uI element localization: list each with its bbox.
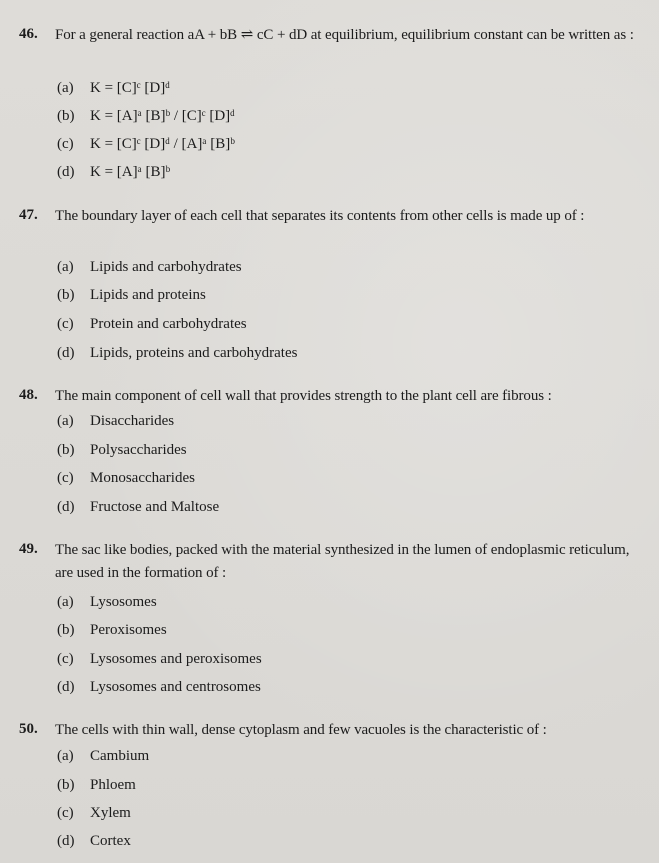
option-text: Protein and carbohydrates bbox=[90, 316, 247, 332]
option-label: (a) bbox=[57, 748, 74, 764]
option-46-d bbox=[57, 162, 170, 182]
option-text: Cortex bbox=[90, 833, 131, 849]
option-48-c bbox=[57, 468, 195, 488]
option-text: K = [A]ᵃ [B]ᵇ / [C]ᶜ [D]ᵈ bbox=[90, 108, 235, 124]
option-text: K = [A]ᵃ [B]ᵇ bbox=[90, 164, 171, 180]
option-text: Lysosomes and centrosomes bbox=[90, 679, 261, 695]
option-label: (b) bbox=[57, 777, 75, 793]
option-47-b bbox=[57, 285, 206, 305]
option-label: (a) bbox=[57, 259, 74, 275]
option-label: (a) bbox=[57, 80, 74, 96]
option-label: (c) bbox=[57, 651, 74, 667]
option-49-c bbox=[57, 649, 262, 669]
option-label: (b) bbox=[57, 287, 75, 303]
option-text: Lysosomes bbox=[90, 594, 157, 610]
question-text: For a general reaction aA + bB ⇌ cC + dD at equilibrium, equilibrium constant can be written as : bbox=[55, 27, 634, 43]
question-text: The main component of cell wall that provides strength to the plant cell are fibrous : bbox=[55, 388, 552, 404]
option-47-d bbox=[57, 343, 297, 363]
option-label: (d) bbox=[57, 164, 75, 180]
option-49-b bbox=[57, 620, 167, 640]
option-46-b bbox=[57, 106, 235, 126]
option-50-b bbox=[57, 775, 136, 795]
option-text: Monosaccharides bbox=[90, 470, 195, 486]
question-text: The sac like bodies, packed with the material synthesized in the lumen of endoplasmic reticulum, are used in the formation of : bbox=[55, 542, 630, 581]
option-text: Polysaccharides bbox=[90, 442, 187, 458]
question-text: The boundary layer of each cell that separates its contents from other cells is made up of : bbox=[55, 208, 585, 224]
option-label: (c) bbox=[57, 805, 74, 821]
option-text: Lipids and carbohydrates bbox=[90, 259, 242, 275]
option-text: K = [C]ᶜ [D]ᵈ / [A]ᵃ [B]ᵇ bbox=[90, 136, 235, 152]
option-text: Xylem bbox=[90, 805, 131, 821]
option-48-b bbox=[57, 440, 187, 460]
option-label: (c) bbox=[57, 470, 74, 486]
option-text: Peroxisomes bbox=[90, 622, 167, 638]
option-text: Lysosomes and peroxisomes bbox=[90, 651, 262, 667]
option-46-a bbox=[57, 78, 170, 98]
option-text: Phloem bbox=[90, 777, 136, 793]
question-number: 46. bbox=[19, 26, 38, 42]
option-text: Lipids and proteins bbox=[90, 287, 206, 303]
option-label: (b) bbox=[57, 622, 75, 638]
option-label: (a) bbox=[57, 594, 74, 610]
question-number: 47. bbox=[19, 207, 38, 223]
option-50-d bbox=[57, 831, 131, 851]
question-number: 48. bbox=[19, 387, 38, 403]
option-text: Lipids, proteins and carbohydrates bbox=[90, 345, 298, 361]
option-49-a bbox=[57, 592, 157, 612]
question-number: 49. bbox=[19, 541, 38, 557]
option-label: (a) bbox=[57, 413, 74, 429]
option-label: (d) bbox=[57, 499, 75, 515]
option-label: (d) bbox=[57, 833, 75, 849]
option-label: (c) bbox=[57, 316, 74, 332]
option-text: Disaccharides bbox=[90, 413, 175, 429]
option-text: Cambium bbox=[90, 748, 150, 764]
option-label: (d) bbox=[57, 679, 75, 695]
option-48-a bbox=[57, 411, 174, 431]
option-text: Fructose and Maltose bbox=[90, 499, 220, 515]
option-46-c bbox=[57, 134, 235, 154]
option-50-a bbox=[57, 746, 149, 766]
question-text: The cells with thin wall, dense cytoplasm and few vacuoles is the characteristic of : bbox=[55, 722, 547, 738]
option-49-d bbox=[57, 677, 261, 697]
option-47-a bbox=[57, 257, 242, 277]
option-50-c bbox=[57, 803, 131, 823]
option-label: (c) bbox=[57, 136, 74, 152]
option-47-c bbox=[57, 314, 247, 334]
option-label: (b) bbox=[57, 442, 75, 458]
question-number: 50. bbox=[19, 721, 38, 737]
option-label: (b) bbox=[57, 108, 75, 124]
option-text: K = [C]ᶜ [D]ᵈ bbox=[90, 80, 170, 96]
option-label: (d) bbox=[57, 345, 75, 361]
option-48-d bbox=[57, 497, 219, 517]
